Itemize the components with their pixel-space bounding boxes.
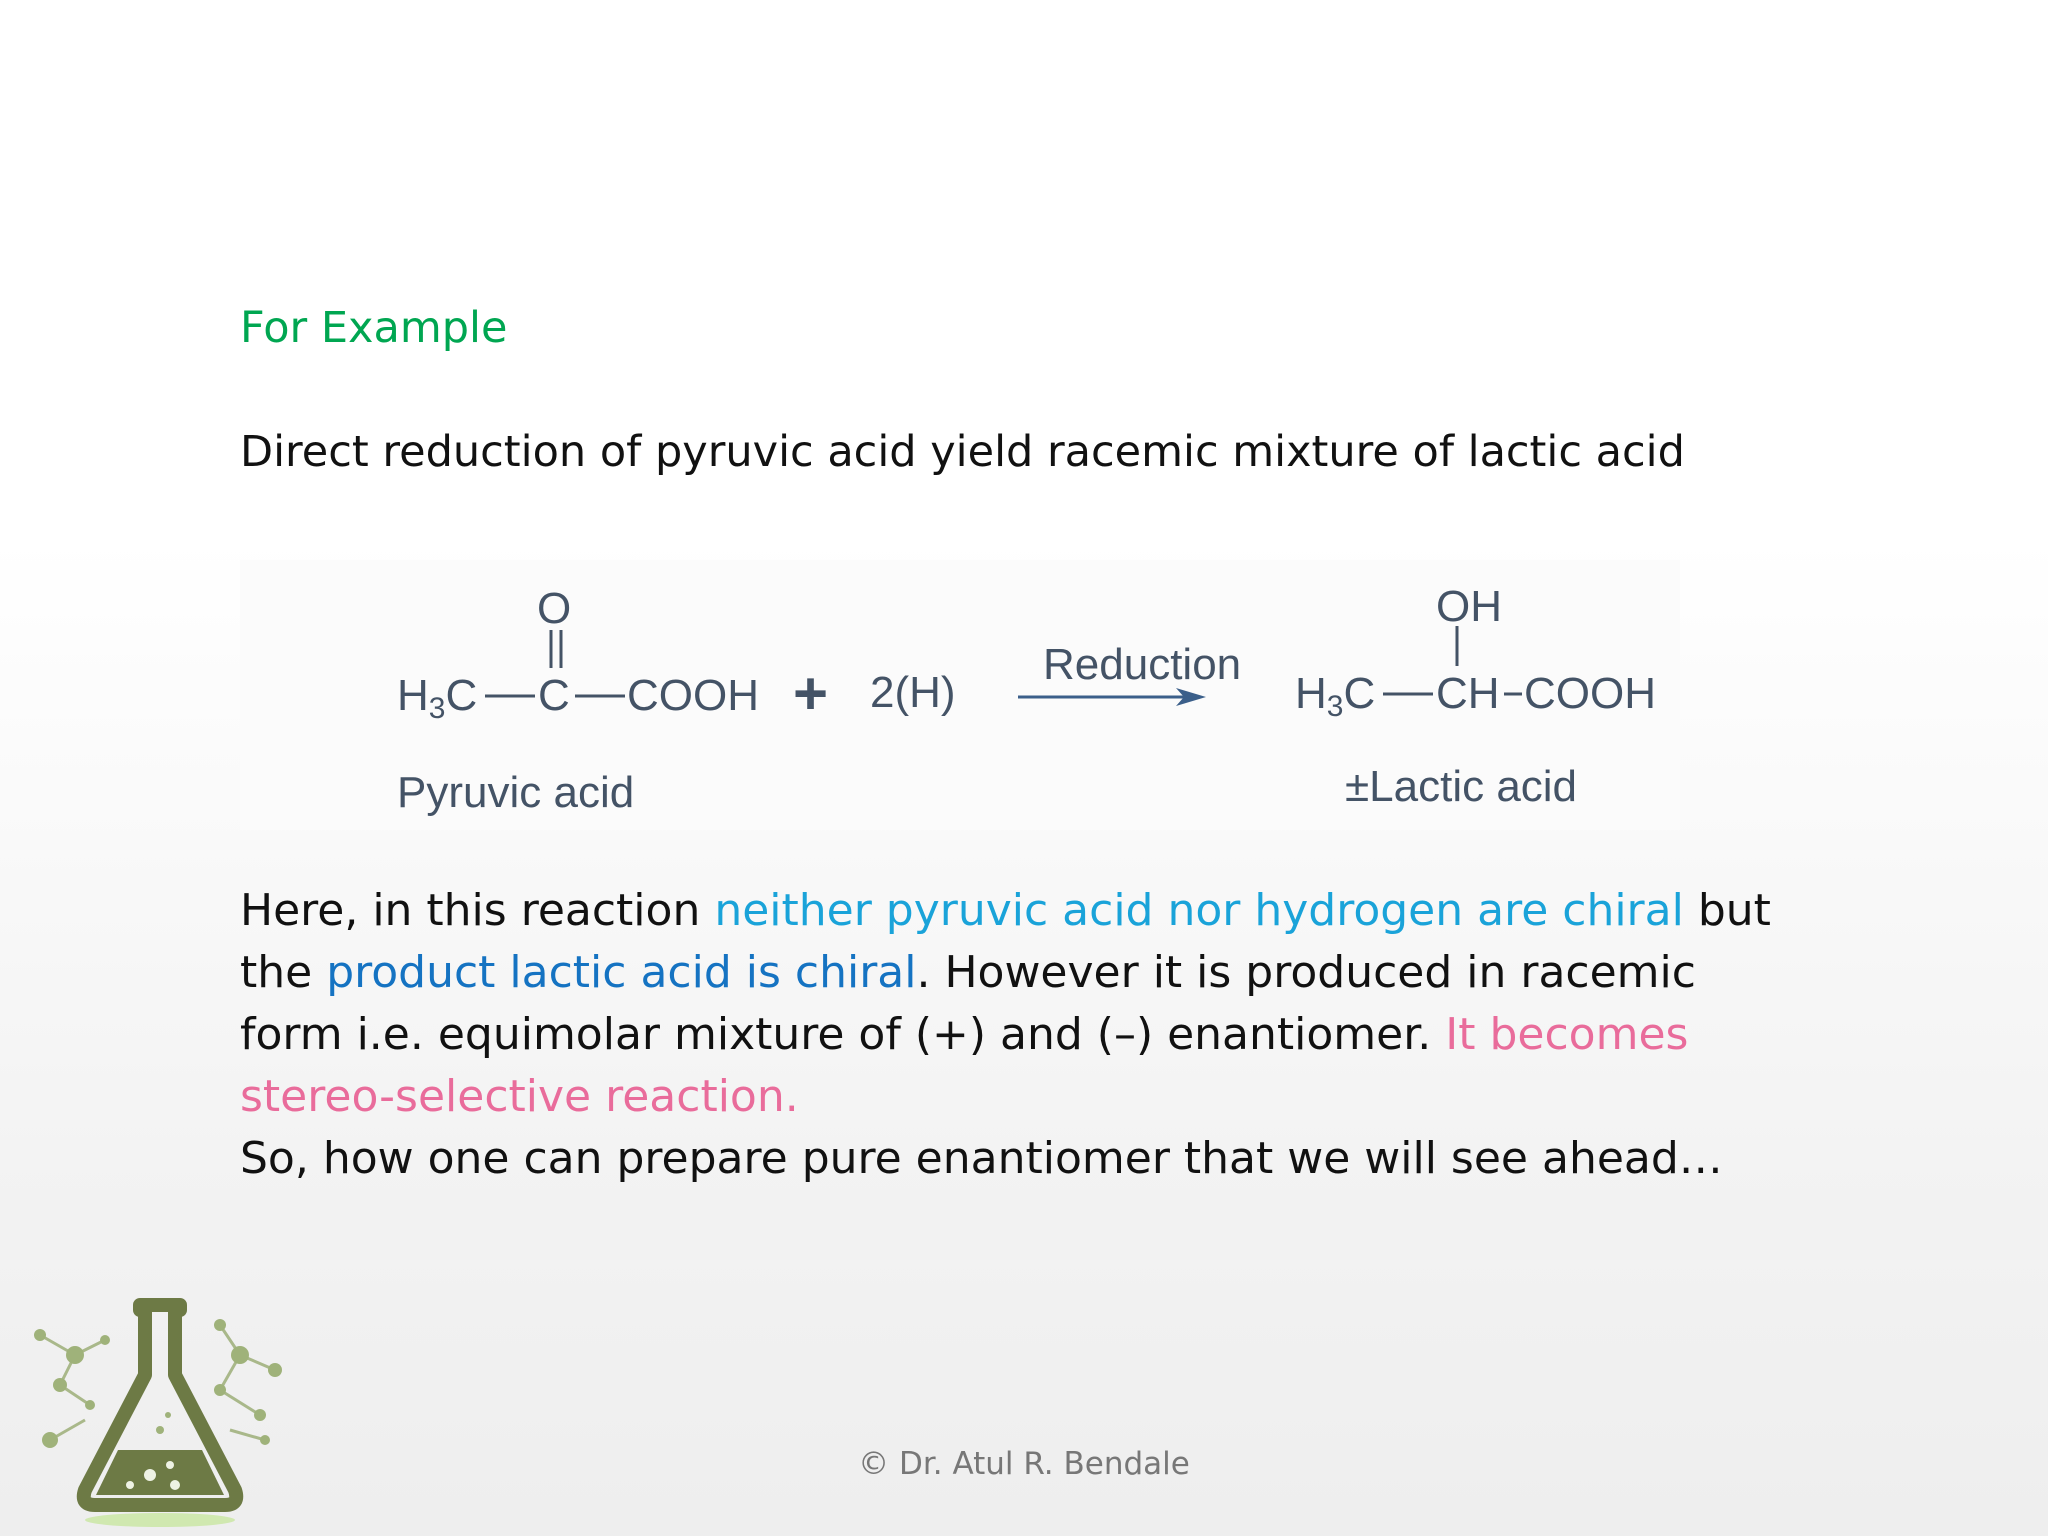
product-name: ±Lactic acid (1345, 762, 1578, 811)
reactant-name: Pyruvic acid (397, 768, 635, 817)
product-chiral-carbon: CH (1436, 669, 1500, 718)
product-hydroxyl: OH (1436, 582, 1502, 631)
single-bond-icon (485, 693, 535, 699)
intro-text: Direct reduction of pyruvic acid yield racemic mixture of lactic acid (240, 427, 1685, 477)
highlight-stereoselective: It becomes stereo-selective reaction. (240, 1009, 1689, 1122)
plus-sign: + (793, 660, 829, 727)
highlight-achiral: neither pyruvic acid nor hydrogen are chiral (714, 885, 1684, 936)
product-carboxyl: COOH (1524, 669, 1656, 718)
explanation-text: . However it is produced in racemic form i.e. equimolar mixture of (+) and (–) enantiomer. (240, 947, 1696, 1060)
conclusion-text: So, how one can prepare pure enantiomer that we will see ahead… (240, 1133, 1723, 1184)
highlight-chiral: product lactic acid is chiral (326, 947, 917, 998)
single-bond-icon (1504, 691, 1522, 697)
explanation-text: but the (240, 885, 1771, 998)
reaction-arrow-icon (1018, 685, 1208, 709)
reaction-equation (240, 560, 1680, 830)
reactant-carboxyl: COOH (627, 671, 759, 720)
section-heading: For Example (240, 303, 508, 353)
copyright-footer: © Dr. Atul R. Bendale (858, 1446, 1190, 1482)
single-bond-icon (1452, 626, 1462, 668)
product-methyl: $H_3C$ (1295, 669, 1376, 723)
reactant-methyl: $H_3C$ (397, 671, 478, 725)
hydrogen-reagent: 2(H) (870, 668, 956, 717)
reactant-oxygen: O (537, 584, 572, 633)
single-bond-icon (1383, 691, 1433, 697)
arrow-label: Reduction (1043, 640, 1242, 689)
reactant-carbonyl-carbon: C (538, 671, 570, 720)
double-bond-icon (546, 630, 566, 670)
explanation-paragraph (240, 880, 1800, 1190)
single-bond-icon (575, 693, 625, 699)
explanation-text: Here, in this reaction (240, 885, 715, 936)
flask-molecule-icon (20, 1290, 300, 1530)
